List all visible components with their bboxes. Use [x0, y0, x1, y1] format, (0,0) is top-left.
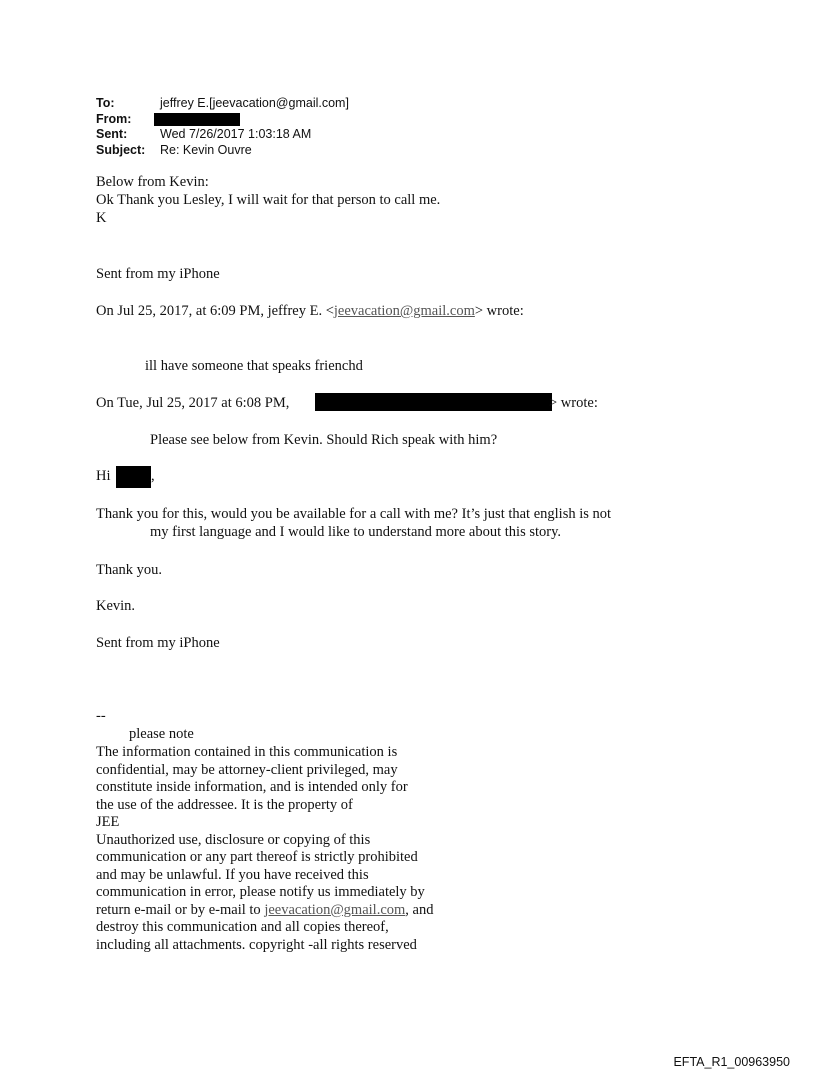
- disclaimer-line: Unauthorized use, disclosure or copying of this: [96, 831, 371, 848]
- thank-line-1: Thank you for this, would you be available for a call with me? It’s just that english is not: [96, 506, 612, 522]
- disclaimer-line: constitute inside information, and is intended only for: [96, 779, 408, 795]
- thank-line-2: my first language and I would like to understand more about this story.: [150, 524, 562, 540]
- from-row: [96, 112, 349, 128]
- disclaimer-email-link[interactable]: jeevacation@gmail.com: [264, 901, 406, 918]
- sent-label: Sent:: [96, 127, 128, 141]
- sent-from-iphone-2: Sent from my iPhone: [96, 635, 220, 651]
- hi-text: Hi: [96, 468, 111, 484]
- subject-row: [96, 143, 349, 159]
- quote2-line: [96, 395, 289, 413]
- signature-dash: --: [96, 708, 106, 724]
- quote2-suffix: > wrote:: [549, 395, 598, 411]
- return-suffix: , and: [405, 901, 434, 918]
- subject-label: Subject:: [96, 142, 146, 157]
- document-id: EFTA_R1_00963950: [673, 1055, 790, 1069]
- french-line: ill have someone that speaks frienchd: [145, 358, 363, 374]
- quote1-prefix: On Jul 25, 2017, at 6:09 PM, jeffrey E. <: [96, 303, 334, 319]
- sent-from-iphone-1: Sent from my iPhone: [96, 266, 220, 282]
- sent-value: Wed 7/26/2017 1:03:18 AM: [160, 127, 312, 141]
- email-header: [96, 96, 349, 158]
- disclaimer-line: JEE: [96, 814, 120, 830]
- disclaimer-line: the use of the addressee. It is the property of: [96, 796, 353, 813]
- disclaimer-line: confidential, may be attorney-client privileged, may: [96, 761, 398, 778]
- body-line-2: Ok Thank you Lesley, I will wait for that person to call me.: [96, 192, 441, 208]
- sent-row: [96, 127, 349, 143]
- quote2-sender-redaction: [315, 393, 552, 411]
- subject-value: Re: Kevin Ouvre: [160, 142, 252, 157]
- disclaimer-line: including all attachments. copyright -all rights reserved: [96, 936, 417, 953]
- from-label: From:: [96, 111, 132, 126]
- kevin-line: Kevin.: [96, 598, 136, 614]
- to-label: To:: [96, 96, 115, 110]
- disclaimer-return-line: [96, 902, 433, 920]
- quote1-email-link[interactable]: jeevacation@gmail.com: [333, 303, 475, 319]
- thank-you-line: Thank you.: [96, 562, 163, 578]
- hi-comma: ,: [151, 468, 155, 484]
- hi-line: [96, 468, 111, 486]
- hi-name-redaction: [116, 466, 151, 488]
- from-redaction: [154, 113, 240, 126]
- please-note: please note: [129, 726, 194, 742]
- disclaimer-line: communication in error, please notify us immediately by: [96, 884, 425, 900]
- disclaimer-block: [96, 744, 433, 954]
- body-line-1: Below from Kevin:: [96, 174, 209, 190]
- body-line-3: K: [96, 210, 107, 226]
- disclaimer-line: The information contained in this communication is: [96, 744, 398, 760]
- please-see-line: Please see below from Kevin. Should Rich speak with him?: [150, 432, 498, 448]
- quote1-suffix: > wrote:: [474, 303, 524, 319]
- return-prefix: return e-mail or by e-mail to: [96, 901, 265, 918]
- disclaimer-line: communication or any part thereof is strictly prohibited: [96, 849, 418, 865]
- disclaimer-line: and may be unlawful. If you have received this: [96, 866, 369, 883]
- to-row: [96, 96, 349, 112]
- to-value: jeffrey E.[jeevacation@gmail.com]: [160, 96, 349, 110]
- quote1-line: [96, 303, 524, 321]
- disclaimer-line: destroy this communication and all copies thereof,: [96, 919, 389, 935]
- quote2-prefix: On Tue, Jul 25, 2017 at 6:08 PM,: [96, 395, 290, 411]
